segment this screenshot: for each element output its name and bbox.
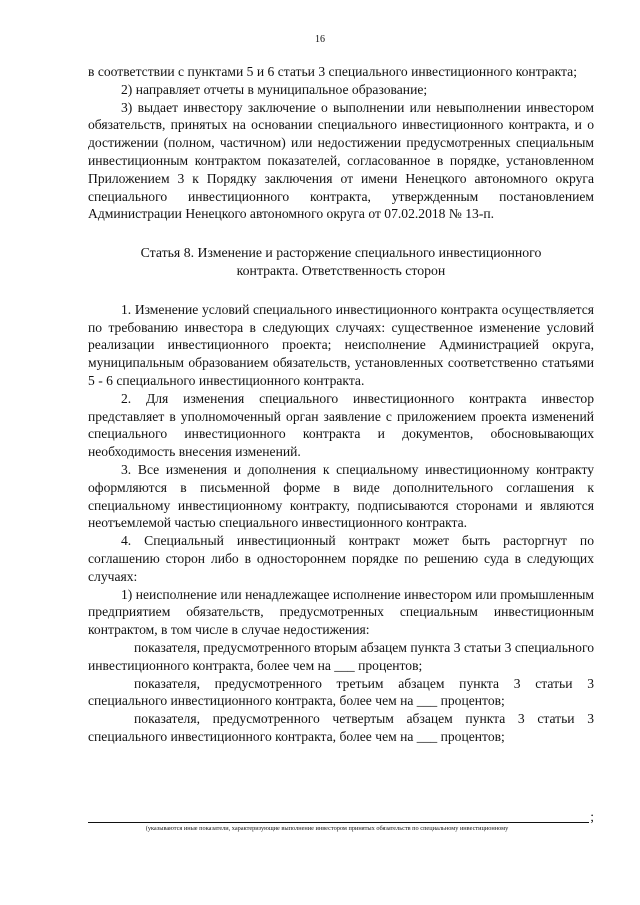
paragraph-indicator-third: показателя, предусмотренного третьим абзацем пункта 3 статьи 3 специального инвестиционного контракта, более чем на ___ процентов; xyxy=(88,675,594,709)
blank-fill-block xyxy=(88,810,594,833)
page-number: 16 xyxy=(315,34,325,45)
paragraph-clause-3: 3. Все изменения и дополнения к специальному инвестиционному контракту оформляются в письменной форме в виде дополнительного соглашения к специальному инвестиционному контракту, подписываются сторонами и являются неотъемлемой частью специального инвестиционного контракта. xyxy=(88,461,594,531)
article-heading xyxy=(88,244,594,280)
paragraph-clause-4: 4. Специальный инвестиционный контракт может быть расторгнут по соглашению сторон либо в одностороннем порядке по решению суда в следующих случаях: xyxy=(88,533,594,584)
document-body xyxy=(88,63,594,746)
blank-fill-line xyxy=(88,810,594,823)
paragraph-item-2: 2) направляет отчеты в муниципальное образование; xyxy=(121,81,428,97)
paragraph-clause-2: 2. Для изменения специального инвестиционного контракта инвестор представляет в уполномоченный орган заявление с приложением проекта изменений специального инвестиционного контракта и документов, обосновывающих необходимость внесения изменений. xyxy=(88,390,594,460)
paragraph-item-3: 3) выдает инвестору заключение о выполнении или невыполнении инвестором обязательств, принятых на основании специального инвестиционного контракта, и о достижении (полном, частичном) или недостижении предусмотренных специальным инвестиционным контрактом показателей, согласованное в порядке, установленном Приложением 3 к Порядку заключения от имени Ненецкого автономного округа специального инвестиционного контракта, утвержденным постановлением Администрации Ненецкого автономного округа от 07.02.2018 № 13-п. xyxy=(88,99,594,222)
paragraph-subclause-1: 1) неисполнение или ненадлежащее исполнение инвестором или промышленным предприятием обязательств, предусмотренных специальным инвестиционным контрактом, в том числе в случае недостижения: xyxy=(88,586,594,638)
footnote-caption: (указываются иные показатели, характеризующие выполнение инвестором принятых обязательств по специальному инвестиционному xyxy=(145,825,509,832)
article-heading-line-1: Статья 8. Изменение и расторжение специального инвестиционного xyxy=(140,245,542,261)
paragraph-indicator-second: показателя, предусмотренного вторым абзацем пункта 3 статьи 3 специального инвестиционного контракта, более чем на ___ процентов; xyxy=(88,639,594,673)
blank-line-semicolon: ; xyxy=(590,809,594,824)
article-heading-line-2: контракта. Ответственность сторон xyxy=(236,262,446,278)
paragraph-clause-1: 1. Изменение условий специального инвестиционного контракта осуществляется по требованию инвестора в следующих случаях: существенное изменение условий реализации инвестиционного проекта; неисполнение Администрацией округа, муниципальным образованием обязательств, установленных соответственно статьями 5 - 6 специального инвестиционного контракта. xyxy=(88,301,594,388)
paragraph-continuation: в соответствии с пунктами 5 и 6 статьи 3 специального инвестиционного контракта; xyxy=(88,64,577,79)
underline-rule xyxy=(88,812,589,823)
paragraph-indicator-fourth: показателя, предусмотренного четвертым абзацем пункта 3 статьи 3 специального инвестиционного контракта, более чем на ___ процентов; xyxy=(88,711,594,744)
